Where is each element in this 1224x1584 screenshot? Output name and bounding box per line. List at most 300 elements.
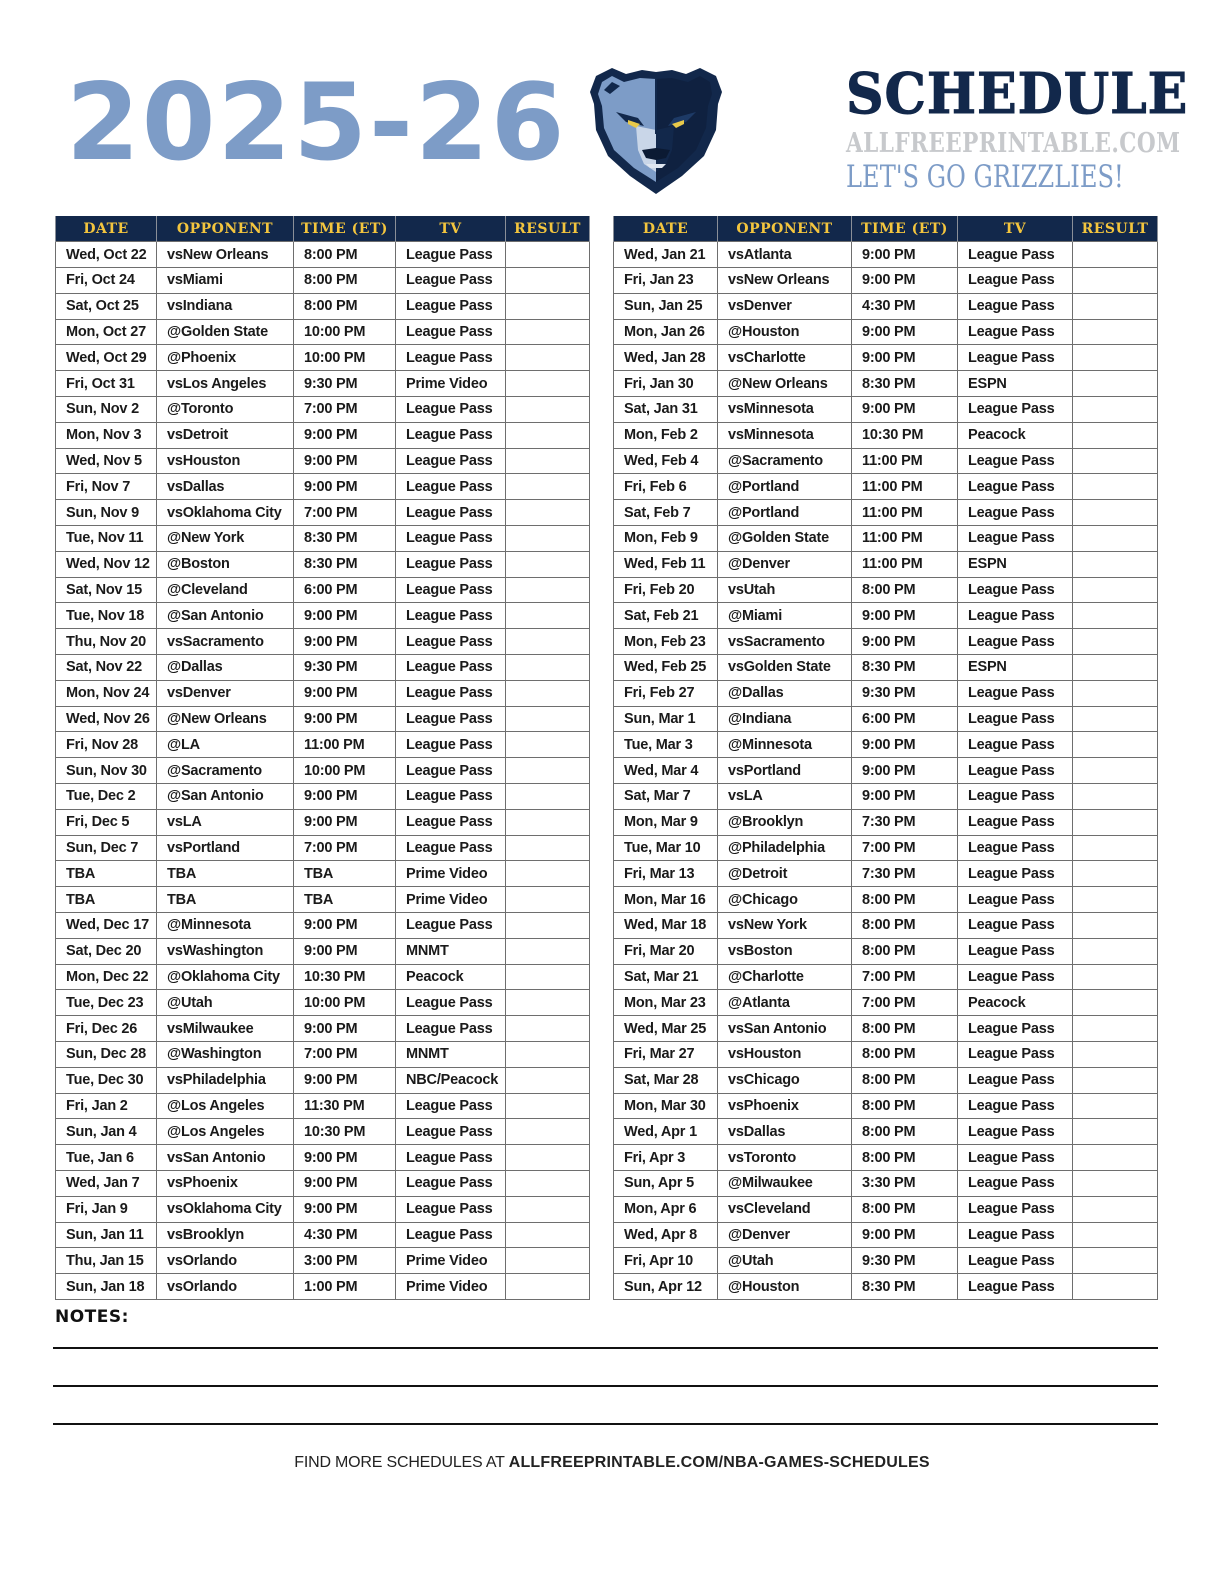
- game-result[interactable]: [1073, 319, 1158, 345]
- game-opponent: @San Antonio: [157, 784, 294, 810]
- game-date: Sun, Jan 18: [56, 1274, 157, 1300]
- game-result[interactable]: [506, 268, 590, 294]
- game-result[interactable]: [506, 500, 590, 526]
- game-result[interactable]: [1073, 629, 1158, 655]
- game-opponent: vsPhoenix: [157, 1170, 294, 1196]
- table-row: [56, 1248, 590, 1274]
- game-result[interactable]: [506, 784, 590, 810]
- game-result[interactable]: [506, 732, 590, 758]
- game-result[interactable]: [1073, 474, 1158, 500]
- game-result[interactable]: [506, 577, 590, 603]
- game-date: Sat, Feb 7: [614, 500, 718, 526]
- game-opponent: vsHouston: [157, 448, 294, 474]
- game-date: Fri, Oct 24: [56, 268, 157, 294]
- table-row: [614, 1274, 1158, 1300]
- game-tv: League Pass: [396, 500, 506, 526]
- table-row: [614, 1067, 1158, 1093]
- game-result[interactable]: [1073, 1222, 1158, 1248]
- game-tv: League Pass: [958, 242, 1073, 268]
- table-row: [614, 655, 1158, 681]
- game-result[interactable]: [506, 1093, 590, 1119]
- table-row: [56, 397, 590, 423]
- game-result[interactable]: [1073, 1248, 1158, 1274]
- game-result[interactable]: [506, 861, 590, 887]
- game-result[interactable]: [506, 680, 590, 706]
- table-row: [614, 913, 1158, 939]
- game-result[interactable]: [1073, 680, 1158, 706]
- game-opponent: @Oklahoma City: [157, 964, 294, 990]
- game-date: Tue, Jan 6: [56, 1145, 157, 1171]
- table-header-row: [56, 216, 590, 242]
- game-tv: League Pass: [396, 603, 506, 629]
- game-date: Fri, Apr 3: [614, 1145, 718, 1171]
- game-result[interactable]: [506, 1196, 590, 1222]
- game-opponent: vsAtlanta: [718, 242, 852, 268]
- game-time: 8:30 PM: [852, 371, 958, 397]
- game-tv: League Pass: [396, 990, 506, 1016]
- game-tv: League Pass: [396, 319, 506, 345]
- game-result[interactable]: [506, 448, 590, 474]
- game-date: Mon, Nov 3: [56, 422, 157, 448]
- game-time: 11:00 PM: [852, 448, 958, 474]
- game-opponent: vsMilwaukee: [157, 1016, 294, 1042]
- game-time: 9:00 PM: [852, 268, 958, 294]
- column-header-time: TIME (ET): [294, 216, 396, 242]
- game-date: Wed, Oct 29: [56, 345, 157, 371]
- game-time: 10:00 PM: [294, 319, 396, 345]
- team-slogan: LET'S GO GRIZZLIES!: [846, 159, 1124, 195]
- game-opponent: @Dallas: [157, 655, 294, 681]
- game-date: Fri, Feb 6: [614, 474, 718, 500]
- table-row: [56, 680, 590, 706]
- game-result[interactable]: [506, 809, 590, 835]
- game-result[interactable]: [1073, 1016, 1158, 1042]
- game-opponent: @Miami: [718, 603, 852, 629]
- game-result[interactable]: [1073, 938, 1158, 964]
- game-result[interactable]: [506, 1170, 590, 1196]
- table-row: [56, 500, 590, 526]
- game-tv: League Pass: [958, 1119, 1073, 1145]
- notes-line[interactable]: [53, 1347, 1158, 1349]
- column-header-date: DATE: [614, 216, 718, 242]
- game-result[interactable]: [1073, 913, 1158, 939]
- game-time: 9:00 PM: [852, 732, 958, 758]
- column-header-time: TIME (ET): [852, 216, 958, 242]
- table-row: [614, 629, 1158, 655]
- game-date: Fri, Nov 7: [56, 474, 157, 500]
- game-tv: League Pass: [958, 345, 1073, 371]
- game-opponent: vsDallas: [718, 1119, 852, 1145]
- game-opponent: vsDallas: [157, 474, 294, 500]
- game-tv: League Pass: [396, 784, 506, 810]
- table-row: [56, 319, 590, 345]
- game-tv: League Pass: [958, 526, 1073, 552]
- game-date: Mon, Feb 9: [614, 526, 718, 552]
- game-date: Fri, Jan 30: [614, 371, 718, 397]
- game-result[interactable]: [1073, 293, 1158, 319]
- grizzly-bear-head-icon: [586, 64, 726, 196]
- game-result[interactable]: [506, 1222, 590, 1248]
- game-time: 9:00 PM: [852, 345, 958, 371]
- game-tv: League Pass: [958, 1093, 1073, 1119]
- table-row: [614, 1042, 1158, 1068]
- game-result[interactable]: [1073, 887, 1158, 913]
- game-time: 9:00 PM: [294, 706, 396, 732]
- game-tv: League Pass: [958, 603, 1073, 629]
- game-date: Fri, Dec 5: [56, 809, 157, 835]
- game-date: Sat, Feb 21: [614, 603, 718, 629]
- game-date: Fri, Jan 2: [56, 1093, 157, 1119]
- game-result[interactable]: [1073, 1196, 1158, 1222]
- table-row: [614, 1196, 1158, 1222]
- game-tv: League Pass: [396, 242, 506, 268]
- game-tv: League Pass: [958, 706, 1073, 732]
- game-tv: League Pass: [396, 293, 506, 319]
- game-time: 8:30 PM: [852, 655, 958, 681]
- game-time: 7:30 PM: [852, 861, 958, 887]
- table-row: [614, 732, 1158, 758]
- game-result[interactable]: [506, 964, 590, 990]
- game-date: Wed, Oct 22: [56, 242, 157, 268]
- game-time: 9:00 PM: [852, 758, 958, 784]
- game-result[interactable]: [506, 655, 590, 681]
- game-result[interactable]: [1073, 500, 1158, 526]
- game-date: Sun, Jan 11: [56, 1222, 157, 1248]
- table-row: [56, 758, 590, 784]
- game-opponent: @LA: [157, 732, 294, 758]
- game-time: 10:00 PM: [294, 990, 396, 1016]
- schedule-table-left: [55, 216, 590, 1300]
- game-date: TBA: [56, 887, 157, 913]
- table-row: [614, 861, 1158, 887]
- game-result[interactable]: [506, 938, 590, 964]
- game-opponent: @Los Angeles: [157, 1093, 294, 1119]
- table-row: [614, 603, 1158, 629]
- column-header-opponent: OPPONENT: [718, 216, 852, 242]
- game-time: 9:00 PM: [852, 629, 958, 655]
- game-tv: League Pass: [396, 732, 506, 758]
- table-row: [56, 964, 590, 990]
- game-result[interactable]: [1073, 242, 1158, 268]
- game-opponent: vsIndiana: [157, 293, 294, 319]
- table-row: [56, 784, 590, 810]
- game-time: 9:00 PM: [294, 448, 396, 474]
- game-result[interactable]: [506, 474, 590, 500]
- table-row: [56, 1274, 590, 1300]
- table-row: [614, 706, 1158, 732]
- game-result[interactable]: [506, 1274, 590, 1300]
- game-opponent: @Houston: [718, 1274, 852, 1300]
- game-tv: League Pass: [396, 577, 506, 603]
- notes-line[interactable]: [53, 1423, 1158, 1425]
- game-time: 9:30 PM: [852, 1248, 958, 1274]
- game-result[interactable]: [1073, 964, 1158, 990]
- game-result[interactable]: [1073, 1145, 1158, 1171]
- game-tv: League Pass: [396, 680, 506, 706]
- column-header-tv: TV: [396, 216, 506, 242]
- game-tv: League Pass: [958, 448, 1073, 474]
- game-opponent: vsSacramento: [157, 629, 294, 655]
- game-tv: League Pass: [958, 758, 1073, 784]
- game-result[interactable]: [1073, 655, 1158, 681]
- game-date: Mon, Mar 30: [614, 1093, 718, 1119]
- column-header-result: RESULT: [1073, 216, 1158, 242]
- game-result[interactable]: [1073, 990, 1158, 1016]
- game-result[interactable]: [506, 397, 590, 423]
- game-result[interactable]: [1073, 1274, 1158, 1300]
- game-result[interactable]: [506, 990, 590, 1016]
- game-result[interactable]: [1073, 397, 1158, 423]
- game-time: 9:00 PM: [294, 809, 396, 835]
- game-date: Fri, Mar 20: [614, 938, 718, 964]
- game-time: 8:00 PM: [852, 577, 958, 603]
- game-time: 8:00 PM: [852, 1196, 958, 1222]
- game-tv: MNMT: [396, 1042, 506, 1068]
- game-result[interactable]: [1073, 1093, 1158, 1119]
- game-result[interactable]: [1073, 526, 1158, 552]
- game-opponent: vsMinnesota: [718, 422, 852, 448]
- game-opponent: @Indiana: [718, 706, 852, 732]
- game-result[interactable]: [1073, 1119, 1158, 1145]
- game-result[interactable]: [1073, 371, 1158, 397]
- notes-label: NOTES:: [55, 1307, 129, 1327]
- game-opponent: vsPhoenix: [718, 1093, 852, 1119]
- table-row: [56, 990, 590, 1016]
- game-result[interactable]: [506, 345, 590, 371]
- table-row: [614, 551, 1158, 577]
- game-result[interactable]: [1073, 577, 1158, 603]
- game-opponent: vsCharlotte: [718, 345, 852, 371]
- game-result[interactable]: [1073, 809, 1158, 835]
- game-opponent: @Milwaukee: [718, 1170, 852, 1196]
- game-date: Sun, Dec 7: [56, 835, 157, 861]
- game-opponent: vsNew Orleans: [157, 242, 294, 268]
- game-time: 9:30 PM: [294, 371, 396, 397]
- game-result[interactable]: [506, 242, 590, 268]
- table-row: [56, 345, 590, 371]
- game-result[interactable]: [506, 1067, 590, 1093]
- table-row: [56, 242, 590, 268]
- game-tv: League Pass: [396, 1119, 506, 1145]
- table-row: [56, 1145, 590, 1171]
- game-opponent: vsOrlando: [157, 1274, 294, 1300]
- game-result[interactable]: [1073, 861, 1158, 887]
- game-result[interactable]: [1073, 835, 1158, 861]
- table-row: [614, 1016, 1158, 1042]
- schedule-title: SCHEDULE: [846, 61, 1189, 127]
- table-row: [56, 887, 590, 913]
- game-tv: Peacock: [958, 990, 1073, 1016]
- game-result[interactable]: [506, 293, 590, 319]
- game-tv: League Pass: [958, 1274, 1073, 1300]
- game-result[interactable]: [506, 1042, 590, 1068]
- game-opponent: vsOklahoma City: [157, 1196, 294, 1222]
- table-row: [614, 1119, 1158, 1145]
- game-time: 9:30 PM: [852, 680, 958, 706]
- game-time: 9:00 PM: [294, 913, 396, 939]
- game-tv: League Pass: [396, 268, 506, 294]
- game-time: 8:30 PM: [294, 526, 396, 552]
- game-tv: League Pass: [396, 835, 506, 861]
- table-row: [56, 526, 590, 552]
- game-tv: League Pass: [396, 551, 506, 577]
- game-date: Mon, Apr 6: [614, 1196, 718, 1222]
- table-row: [614, 577, 1158, 603]
- game-opponent: vsDenver: [157, 680, 294, 706]
- game-time: 9:00 PM: [852, 784, 958, 810]
- game-date: Fri, Mar 13: [614, 861, 718, 887]
- game-opponent: @Charlotte: [718, 964, 852, 990]
- game-time: 6:00 PM: [852, 706, 958, 732]
- game-tv: League Pass: [396, 809, 506, 835]
- game-date: Sun, Dec 28: [56, 1042, 157, 1068]
- game-date: Tue, Dec 30: [56, 1067, 157, 1093]
- notes-line[interactable]: [53, 1385, 1158, 1387]
- game-opponent: @Utah: [718, 1248, 852, 1274]
- game-time: 10:30 PM: [294, 964, 396, 990]
- game-time: 8:00 PM: [852, 1093, 958, 1119]
- game-result[interactable]: [506, 835, 590, 861]
- game-result[interactable]: [506, 913, 590, 939]
- game-date: Fri, Feb 20: [614, 577, 718, 603]
- table-row: [56, 835, 590, 861]
- table-row: [56, 422, 590, 448]
- game-result[interactable]: [506, 526, 590, 552]
- game-result[interactable]: [1073, 1067, 1158, 1093]
- game-result[interactable]: [506, 422, 590, 448]
- game-date: Mon, Dec 22: [56, 964, 157, 990]
- game-date: Tue, Nov 11: [56, 526, 157, 552]
- game-result[interactable]: [506, 758, 590, 784]
- game-result[interactable]: [506, 1119, 590, 1145]
- game-opponent: @Sacramento: [718, 448, 852, 474]
- game-time: 9:00 PM: [294, 1170, 396, 1196]
- table-row: [56, 913, 590, 939]
- game-tv: League Pass: [958, 680, 1073, 706]
- game-result[interactable]: [1073, 706, 1158, 732]
- table-row: [56, 268, 590, 294]
- game-result[interactable]: [1073, 758, 1158, 784]
- game-result[interactable]: [506, 629, 590, 655]
- game-result[interactable]: [506, 603, 590, 629]
- game-result[interactable]: [506, 1145, 590, 1171]
- game-result[interactable]: [506, 371, 590, 397]
- game-tv: League Pass: [958, 397, 1073, 423]
- game-tv: League Pass: [396, 526, 506, 552]
- game-date: Fri, Jan 23: [614, 268, 718, 294]
- game-result[interactable]: [506, 706, 590, 732]
- game-time: 8:00 PM: [852, 1119, 958, 1145]
- site-name: ALLFREEPRINTABLE.COM: [846, 128, 1181, 159]
- game-opponent: TBA: [157, 887, 294, 913]
- table-row: [56, 732, 590, 758]
- game-tv: League Pass: [396, 706, 506, 732]
- game-result[interactable]: [1073, 784, 1158, 810]
- game-tv: League Pass: [396, 397, 506, 423]
- game-tv: League Pass: [396, 1196, 506, 1222]
- game-opponent: vsDetroit: [157, 422, 294, 448]
- game-opponent: @Minnesota: [718, 732, 852, 758]
- game-opponent: @Minnesota: [157, 913, 294, 939]
- game-opponent: vsHouston: [718, 1042, 852, 1068]
- game-tv: League Pass: [958, 732, 1073, 758]
- game-result[interactable]: [1073, 732, 1158, 758]
- game-result[interactable]: [1073, 1042, 1158, 1068]
- footer: [0, 1454, 1224, 1472]
- game-date: Fri, Jan 9: [56, 1196, 157, 1222]
- column-header-opponent: OPPONENT: [157, 216, 294, 242]
- game-result[interactable]: [1073, 345, 1158, 371]
- table-row: [614, 500, 1158, 526]
- game-date: Wed, Mar 4: [614, 758, 718, 784]
- game-tv: League Pass: [396, 1093, 506, 1119]
- game-result[interactable]: [1073, 422, 1158, 448]
- footer-link[interactable]: ALLFREEPRINTABLE.COM/NBA-GAMES-SCHEDULES: [508, 1454, 930, 1471]
- column-header-date: DATE: [56, 216, 157, 242]
- game-time: 6:00 PM: [294, 577, 396, 603]
- table-header-row: [614, 216, 1158, 242]
- game-opponent: @Utah: [157, 990, 294, 1016]
- game-result[interactable]: [506, 551, 590, 577]
- game-result[interactable]: [1073, 551, 1158, 577]
- game-opponent: @Detroit: [718, 861, 852, 887]
- game-tv: League Pass: [396, 758, 506, 784]
- game-tv: League Pass: [958, 1222, 1073, 1248]
- game-result[interactable]: [506, 1248, 590, 1274]
- game-result[interactable]: [1073, 603, 1158, 629]
- game-result[interactable]: [506, 319, 590, 345]
- game-time: 9:00 PM: [852, 319, 958, 345]
- game-tv: League Pass: [396, 474, 506, 500]
- game-date: Sun, Nov 2: [56, 397, 157, 423]
- game-opponent: vsLos Angeles: [157, 371, 294, 397]
- game-time: 8:00 PM: [852, 1067, 958, 1093]
- game-tv: Prime Video: [396, 861, 506, 887]
- game-time: 8:00 PM: [294, 293, 396, 319]
- game-date: Sat, Jan 31: [614, 397, 718, 423]
- game-time: 9:00 PM: [294, 629, 396, 655]
- game-date: Wed, Feb 4: [614, 448, 718, 474]
- game-tv: League Pass: [958, 577, 1073, 603]
- game-tv: League Pass: [396, 1222, 506, 1248]
- game-result[interactable]: [506, 1016, 590, 1042]
- game-tv: League Pass: [958, 268, 1073, 294]
- game-date: Fri, Oct 31: [56, 371, 157, 397]
- game-tv: League Pass: [958, 938, 1073, 964]
- game-result[interactable]: [1073, 1170, 1158, 1196]
- game-result[interactable]: [1073, 448, 1158, 474]
- game-opponent: vsSacramento: [718, 629, 852, 655]
- game-result[interactable]: [506, 887, 590, 913]
- game-tv: League Pass: [958, 293, 1073, 319]
- game-opponent: @Golden State: [718, 526, 852, 552]
- game-tv: League Pass: [396, 422, 506, 448]
- game-date: Wed, Feb 11: [614, 551, 718, 577]
- game-tv: Prime Video: [396, 371, 506, 397]
- game-date: Mon, Mar 16: [614, 887, 718, 913]
- footer-lead-text: FIND MORE SCHEDULES AT: [294, 1454, 509, 1471]
- table-row: [614, 526, 1158, 552]
- table-row: [56, 629, 590, 655]
- game-date: Fri, Mar 27: [614, 1042, 718, 1068]
- game-time: 9:00 PM: [294, 603, 396, 629]
- game-result[interactable]: [1073, 268, 1158, 294]
- table-row: [614, 397, 1158, 423]
- game-date: Wed, Apr 1: [614, 1119, 718, 1145]
- table-row: [56, 1196, 590, 1222]
- game-date: Sun, Mar 1: [614, 706, 718, 732]
- game-date: Fri, Feb 27: [614, 680, 718, 706]
